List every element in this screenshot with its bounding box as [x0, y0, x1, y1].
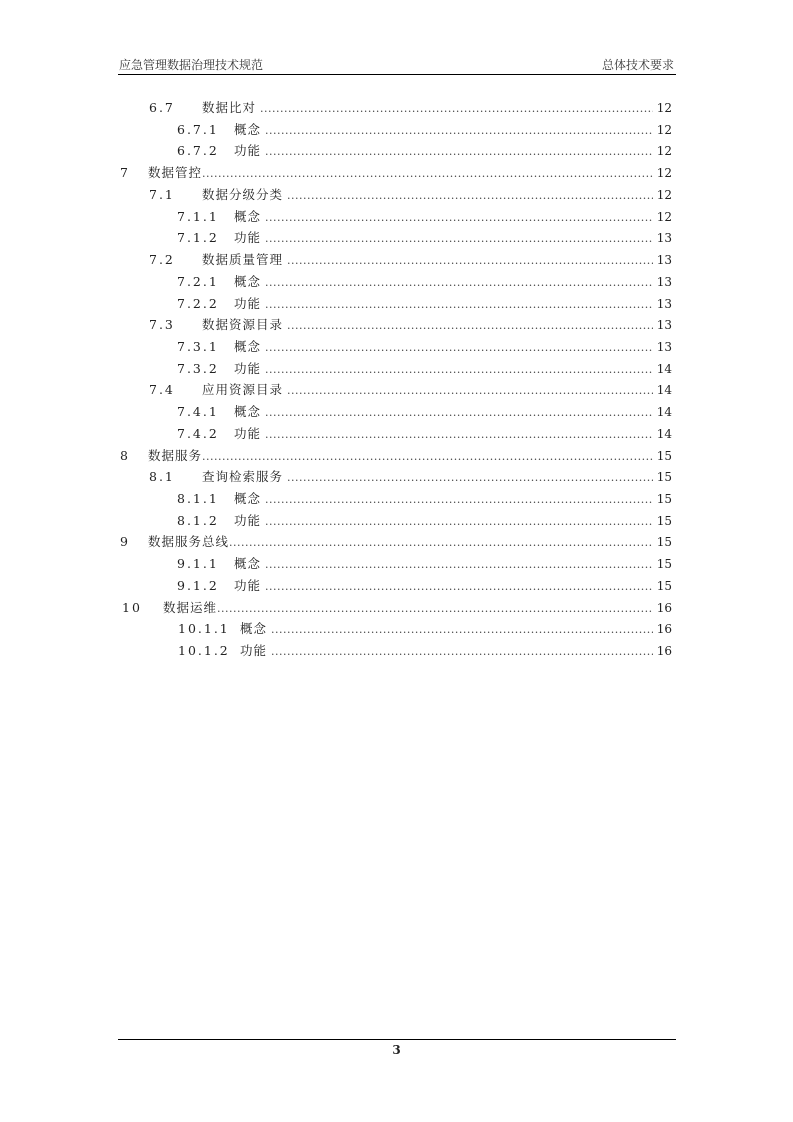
- toc-leader-dots: [265, 513, 653, 531]
- toc-entry[interactable]: [177, 208, 672, 226]
- toc-entry[interactable]: [177, 577, 672, 595]
- toc-leader-dots: [260, 100, 653, 118]
- toc-entry-page: 15: [656, 578, 672, 593]
- footer-divider: [118, 1039, 676, 1040]
- toc-leader-dots: [287, 317, 653, 335]
- toc-entry-number: 10.1.1: [178, 621, 230, 637]
- toc-leader-dots: [287, 382, 653, 400]
- toc-entry[interactable]: [149, 99, 672, 117]
- toc-entry-page: 16: [656, 644, 672, 658]
- toc-entry-title: 功能: [234, 143, 262, 159]
- toc-entry-title: 功能: [234, 360, 262, 376]
- toc-entry-title: 概念: [240, 621, 268, 637]
- toc-entry-page: 13: [656, 339, 672, 354]
- toc-entry-number: 7.3.1: [177, 338, 219, 354]
- toc-entry[interactable]: [178, 642, 672, 660]
- header-divider: [118, 74, 676, 75]
- section-title: 总体技术要求: [601, 58, 674, 72]
- toc-entry-number: 7.4: [149, 382, 175, 398]
- toc-entry-number: 8: [120, 447, 130, 463]
- toc-entry-number: 7.1.2: [177, 230, 219, 246]
- toc-leader-dots: [202, 165, 653, 183]
- toc-entry-page: 13: [656, 231, 672, 246]
- page-header: [118, 56, 676, 74]
- toc-leader-dots: [229, 534, 653, 552]
- toc-entry-number: 6.7: [149, 100, 175, 115]
- toc-leader-dots: [287, 187, 653, 205]
- toc-entry[interactable]: [177, 490, 672, 508]
- toc-entry-title: 功能: [240, 643, 268, 658]
- toc-entry[interactable]: [122, 599, 672, 617]
- toc-entry-number: 7.2.1: [177, 273, 219, 289]
- toc-entry-page: 13: [656, 274, 672, 289]
- toc-leader-dots: [265, 578, 653, 596]
- toc-leader-dots: [265, 361, 653, 379]
- toc-leader-dots: [202, 448, 653, 466]
- toc-entry[interactable]: [177, 295, 672, 313]
- toc-entry-title: 数据质量管理: [202, 252, 284, 267]
- toc-entry-title: 功能: [234, 425, 262, 441]
- toc-entry-page: 14: [656, 361, 672, 376]
- toc-entry-title: 数据服务总线: [148, 534, 230, 550]
- toc-leader-dots: [265, 143, 653, 161]
- toc-entry-page: 15: [656, 448, 672, 463]
- toc-entry-page: 13: [656, 253, 672, 267]
- toc-entry-number: 7.3: [149, 317, 175, 333]
- toc-entry[interactable]: [149, 468, 672, 486]
- document-title: 应急管理数据治理技术规范: [119, 58, 264, 72]
- toc-leader-dots: [265, 274, 653, 292]
- toc-entry-page: 13: [656, 318, 672, 333]
- toc-entry[interactable]: [177, 403, 672, 421]
- toc-leader-dots: [271, 643, 653, 661]
- toc-entry-page: 14: [656, 383, 672, 398]
- toc-leader-dots: [265, 491, 653, 509]
- toc-entry-title: 概念: [234, 404, 262, 420]
- toc-entry-title: 数据管控: [148, 165, 203, 181]
- toc-entry-number: 10: [122, 599, 142, 615]
- toc-entry-title: 功能: [234, 577, 262, 593]
- toc-entry-title: 数据资源目录: [202, 317, 284, 333]
- toc-entry-number: 9.1.2: [177, 577, 219, 593]
- toc-entry-number: 9.1.1: [177, 556, 219, 572]
- toc-entry[interactable]: [149, 316, 672, 334]
- toc-entry-page: 14: [656, 405, 672, 420]
- toc-entry-page: 15: [656, 535, 672, 550]
- toc-entry-number: 7.2: [149, 252, 175, 267]
- toc-leader-dots: [265, 296, 653, 314]
- toc-entry-title: 功能: [234, 295, 262, 311]
- toc-entry[interactable]: [120, 533, 672, 551]
- toc-entry[interactable]: [177, 512, 672, 530]
- toc-entry-number: 6.7.2: [177, 143, 219, 159]
- toc-entry[interactable]: [178, 620, 672, 638]
- toc-entry-page: 16: [656, 622, 672, 637]
- toc-entry-page: 13: [656, 296, 672, 311]
- toc-entry[interactable]: [149, 251, 672, 269]
- toc-entry-number: 8.1: [149, 469, 175, 485]
- toc-entry-title: 数据服务: [148, 447, 203, 463]
- toc-leader-dots: [265, 122, 653, 140]
- toc-entry-page: 15: [656, 557, 672, 572]
- toc-leader-dots: [271, 621, 653, 639]
- toc-leader-dots: [265, 404, 653, 422]
- toc-entry[interactable]: [177, 425, 672, 443]
- toc-leader-dots: [287, 252, 653, 270]
- toc-entry[interactable]: [177, 229, 672, 247]
- toc-entry[interactable]: [177, 142, 672, 160]
- toc-entry-page: 15: [656, 513, 672, 528]
- toc-entry-number: 8.1.1: [177, 491, 219, 506]
- toc-entry-number: 9: [120, 534, 130, 550]
- toc-entry-number: 7.4.1: [177, 404, 219, 420]
- toc-entry-title: 查询检索服务: [202, 469, 284, 485]
- toc-entry-title: 数据运维: [163, 599, 218, 615]
- toc-entry-title: 功能: [234, 230, 262, 246]
- toc-entry-title: 概念: [234, 208, 262, 224]
- page-number: 3: [392, 1043, 401, 1057]
- toc-entry-number: 7: [120, 165, 130, 181]
- toc-entry-number: 7.1: [149, 186, 175, 202]
- toc-entry[interactable]: [120, 447, 672, 465]
- toc-entry-title: 功能: [234, 512, 262, 528]
- toc-entry[interactable]: [177, 360, 672, 378]
- toc-entry-title: 概念: [234, 273, 262, 289]
- toc-entry[interactable]: [177, 273, 672, 291]
- toc-leader-dots: [265, 209, 653, 227]
- toc-entry-number: 7.4.2: [177, 425, 219, 441]
- toc-entry-page: 12: [656, 101, 672, 115]
- toc-entry-title: 数据比对: [202, 100, 257, 115]
- toc-entry-number: 7.1.1: [177, 208, 219, 224]
- toc-entry[interactable]: [177, 555, 672, 573]
- toc-leader-dots: [217, 600, 653, 618]
- toc-entry-page: 12: [656, 144, 672, 159]
- toc-entry-page: 12: [656, 209, 672, 224]
- toc-entry-title: 概念: [234, 556, 262, 572]
- toc-leader-dots: [287, 469, 653, 487]
- toc-entry-number: 10.1.2: [178, 643, 230, 658]
- toc-entry[interactable]: [177, 338, 672, 356]
- toc-entry-page: 16: [656, 600, 672, 615]
- toc-entry[interactable]: [120, 164, 672, 182]
- toc-entry-page: 12: [656, 187, 672, 202]
- toc-entry-number: 7.2.2: [177, 295, 219, 311]
- toc-entry[interactable]: [149, 381, 672, 399]
- toc-leader-dots: [265, 230, 653, 248]
- toc-entry[interactable]: [149, 186, 672, 204]
- toc-leader-dots: [265, 426, 653, 444]
- toc-entry-title: 概念: [234, 491, 262, 506]
- toc-leader-dots: [265, 339, 653, 357]
- toc-entry-number: 8.1.2: [177, 512, 219, 528]
- toc-entry-page: 14: [656, 426, 672, 441]
- toc-entry-number: 6.7.1: [177, 121, 219, 137]
- toc-entry-title: 应用资源目录: [202, 382, 284, 398]
- toc-entry-title: 数据分级分类: [202, 186, 284, 202]
- toc-entry-title: 概念: [234, 338, 262, 354]
- toc-entry-title: 概念: [234, 121, 262, 137]
- toc-leader-dots: [265, 556, 653, 574]
- toc-entry-page: 15: [656, 470, 672, 485]
- toc-entry-number: 7.3.2: [177, 360, 219, 376]
- toc-entry-page: 15: [656, 492, 672, 506]
- toc-entry-page: 12: [656, 166, 672, 181]
- toc-entry-page: 12: [656, 122, 672, 137]
- toc-entry[interactable]: [177, 121, 672, 139]
